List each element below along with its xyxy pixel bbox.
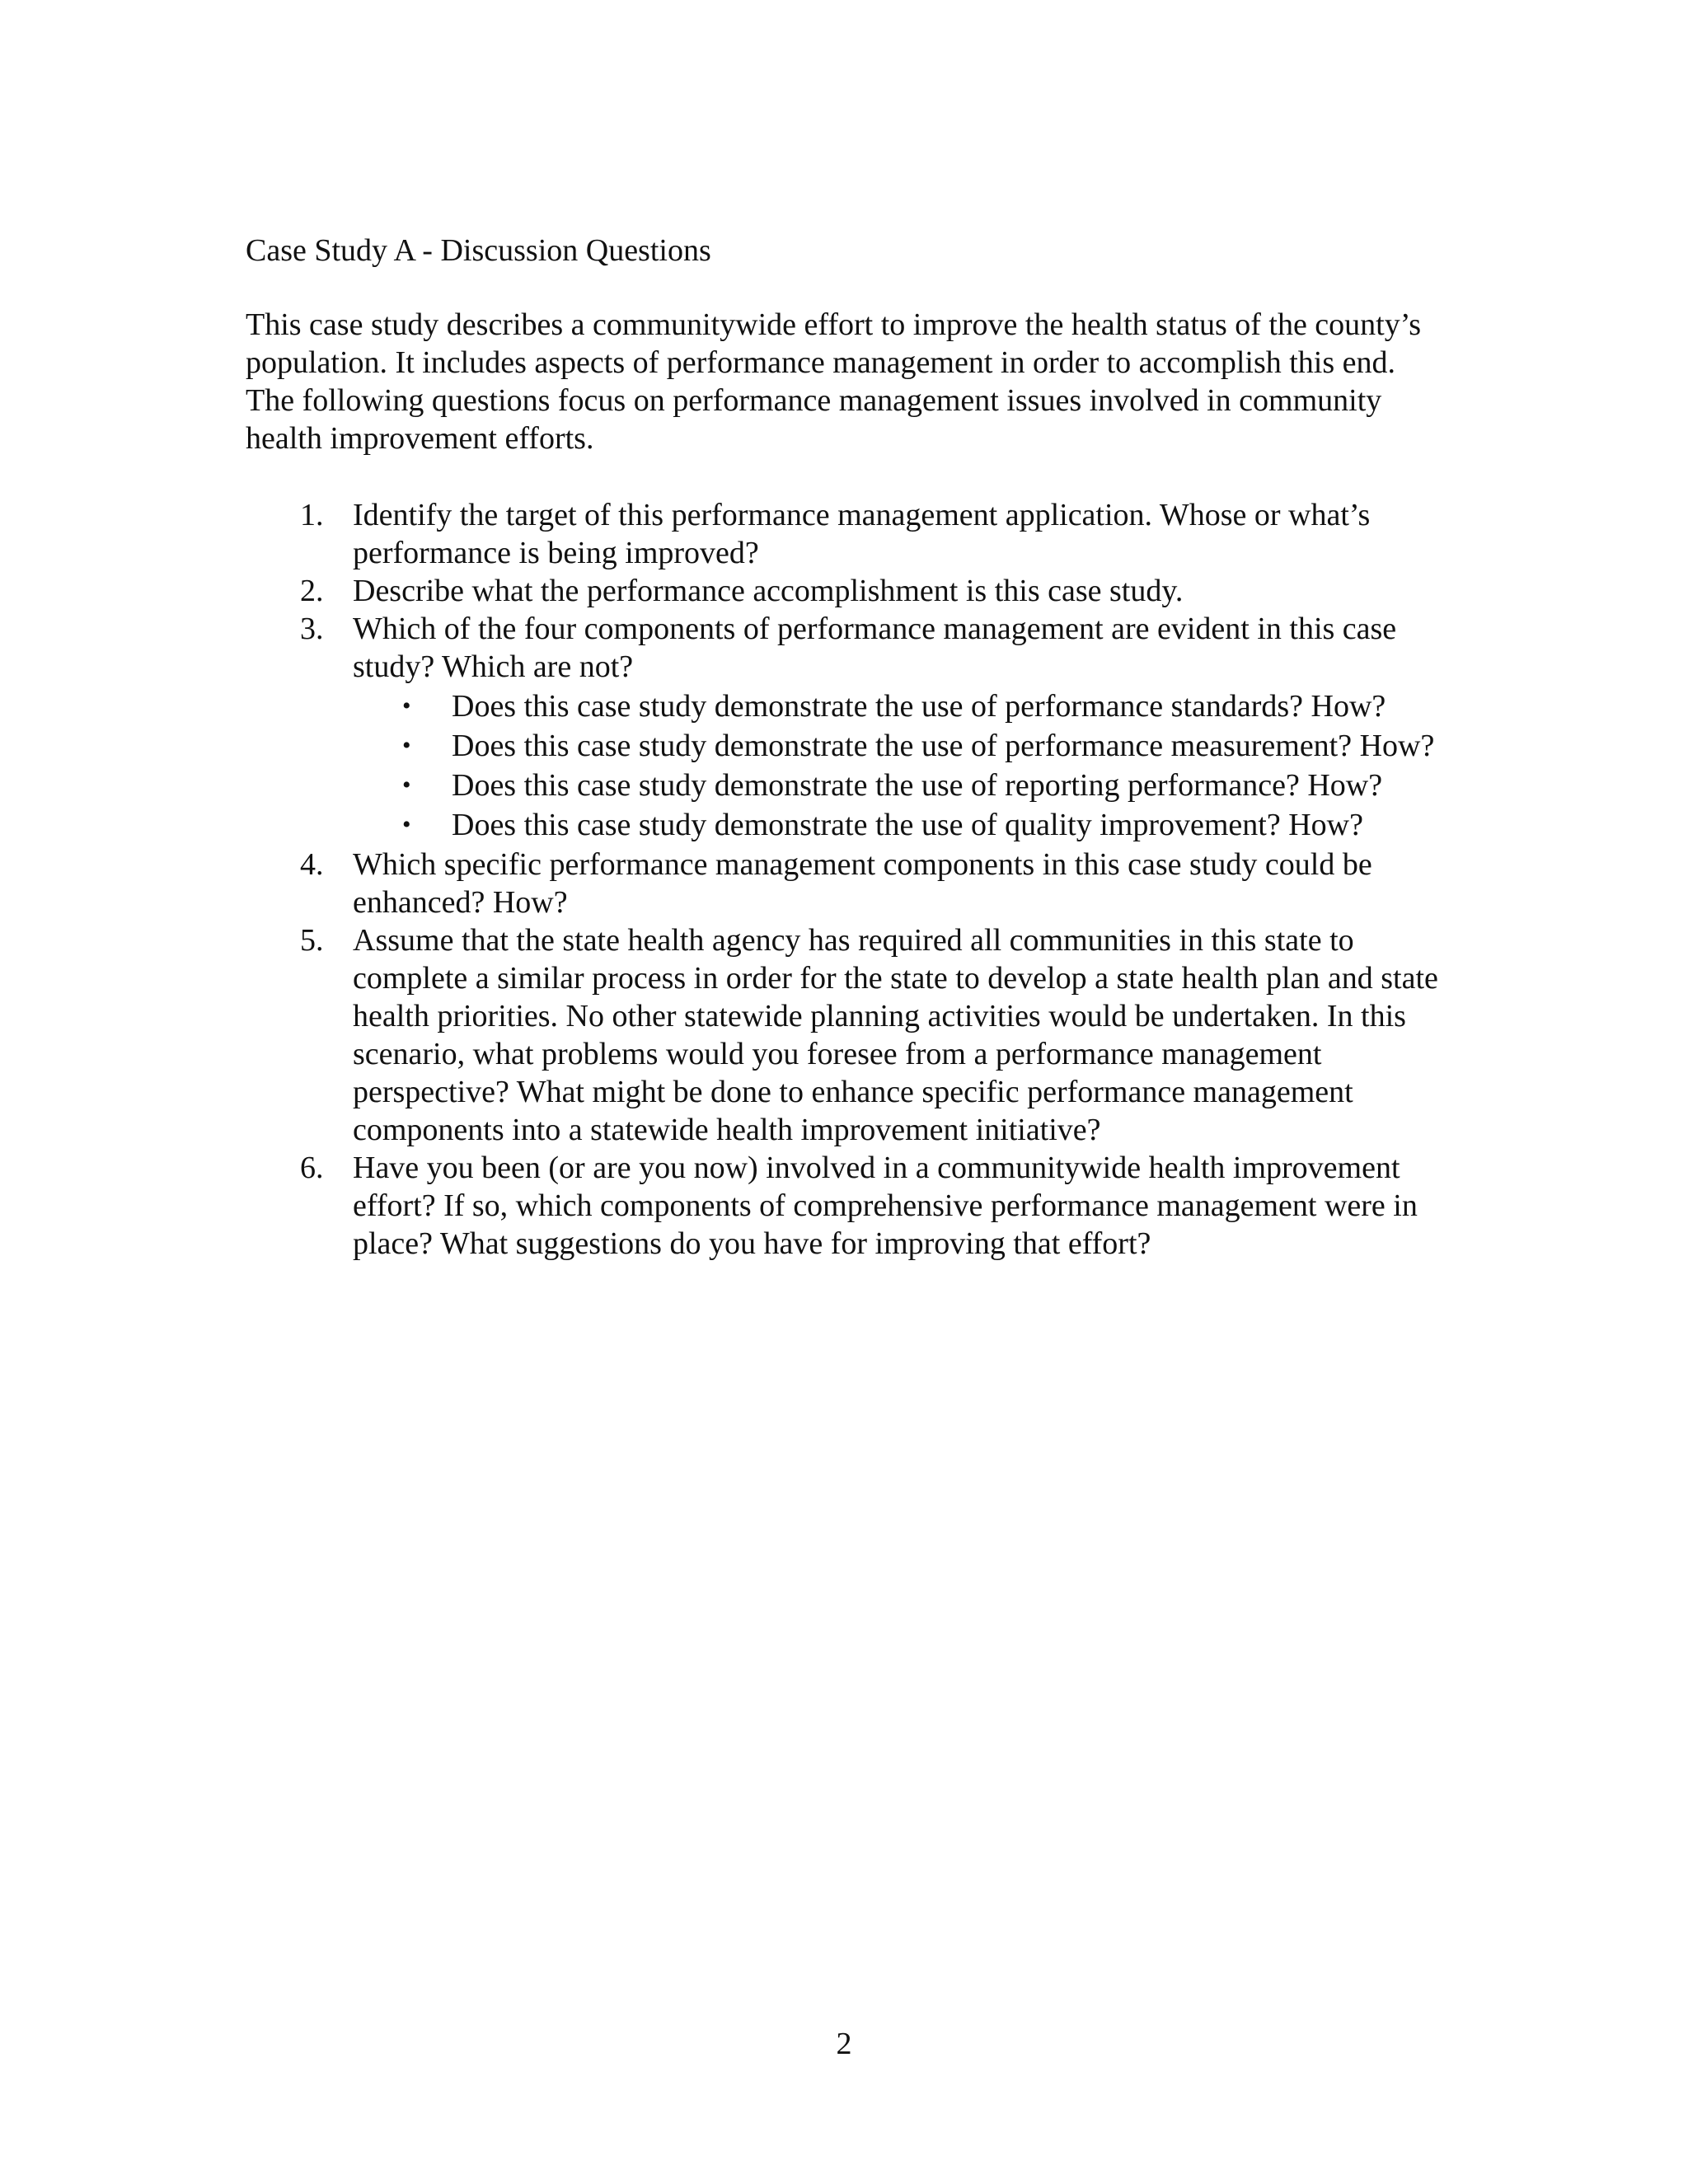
question-item-5 [246, 921, 1449, 1149]
bullet-icon: • [402, 771, 411, 799]
question-number: 5. [300, 923, 324, 958]
question-item-2 [246, 572, 1449, 610]
question-number: 3. [300, 612, 324, 646]
question-number: 2. [300, 574, 324, 608]
question-text: Have you been (or are you now) involved in a communitywide health improvement effort? If so, which components of comprehensive performance management were in place? What suggestions do you have for improving that effort? [353, 1151, 1418, 1261]
subquestion-text: Does this case study demonstrate the use of performance standards? How? [452, 689, 1386, 724]
subquestion-text: Does this case study demonstrate the use of reporting performance? How? [452, 768, 1383, 803]
question-list [246, 496, 1449, 1263]
page-heading: Case Study A - Discussion Questions [246, 233, 711, 268]
question-number: 4. [300, 847, 324, 882]
bullet-icon: • [402, 811, 411, 838]
question-item-3 [246, 610, 1449, 844]
subquestion-list [353, 687, 1449, 844]
subquestion-text: Does this case study demonstrate the use of quality improvement? How? [452, 808, 1363, 842]
subquestion-item [353, 766, 1449, 804]
question-text: Describe what the performance accomplishment is this case study. [353, 574, 1184, 608]
subquestion-item [353, 806, 1449, 844]
question-text: Identify the target of this performance management application. Whose or what’s performance is being improved? [353, 498, 1371, 570]
question-item-4 [246, 846, 1449, 921]
bullet-icon: • [402, 732, 411, 759]
subquestion-item [353, 687, 1449, 725]
question-text: Which specific performance management components in this case study could be enhanced? How? [353, 847, 1372, 920]
question-text: Which of the four components of performance management are evident in this case study? Which are not? [353, 612, 1397, 684]
question-text: Assume that the state health agency has required all communities in this state to complete a similar process in order for the state to develop a state health plan and state health priorities. No other statewide planning activities would be undertaken. In this scenario, what problems would you foresee from a performance management perspective? What might be done to enhance specific performance management components into a statewide health improvement initiative? [353, 923, 1438, 1147]
page-number: 2 [836, 2027, 852, 2061]
bullet-icon: • [402, 692, 411, 719]
subquestion-item [353, 727, 1449, 765]
question-item-6 [246, 1149, 1449, 1263]
question-number: 6. [300, 1151, 324, 1185]
question-item-1 [246, 496, 1449, 572]
question-number: 1. [300, 498, 324, 532]
intro-paragraph: This case study describes a communitywide effort to improve the health status of the county’s population. It includes aspects of performance management in order to accomplish this end. The following questions focus on performance management issues involved in community health improvement efforts. [246, 307, 1422, 456]
subquestion-text: Does this case study demonstrate the use of performance measurement? How? [452, 729, 1435, 763]
